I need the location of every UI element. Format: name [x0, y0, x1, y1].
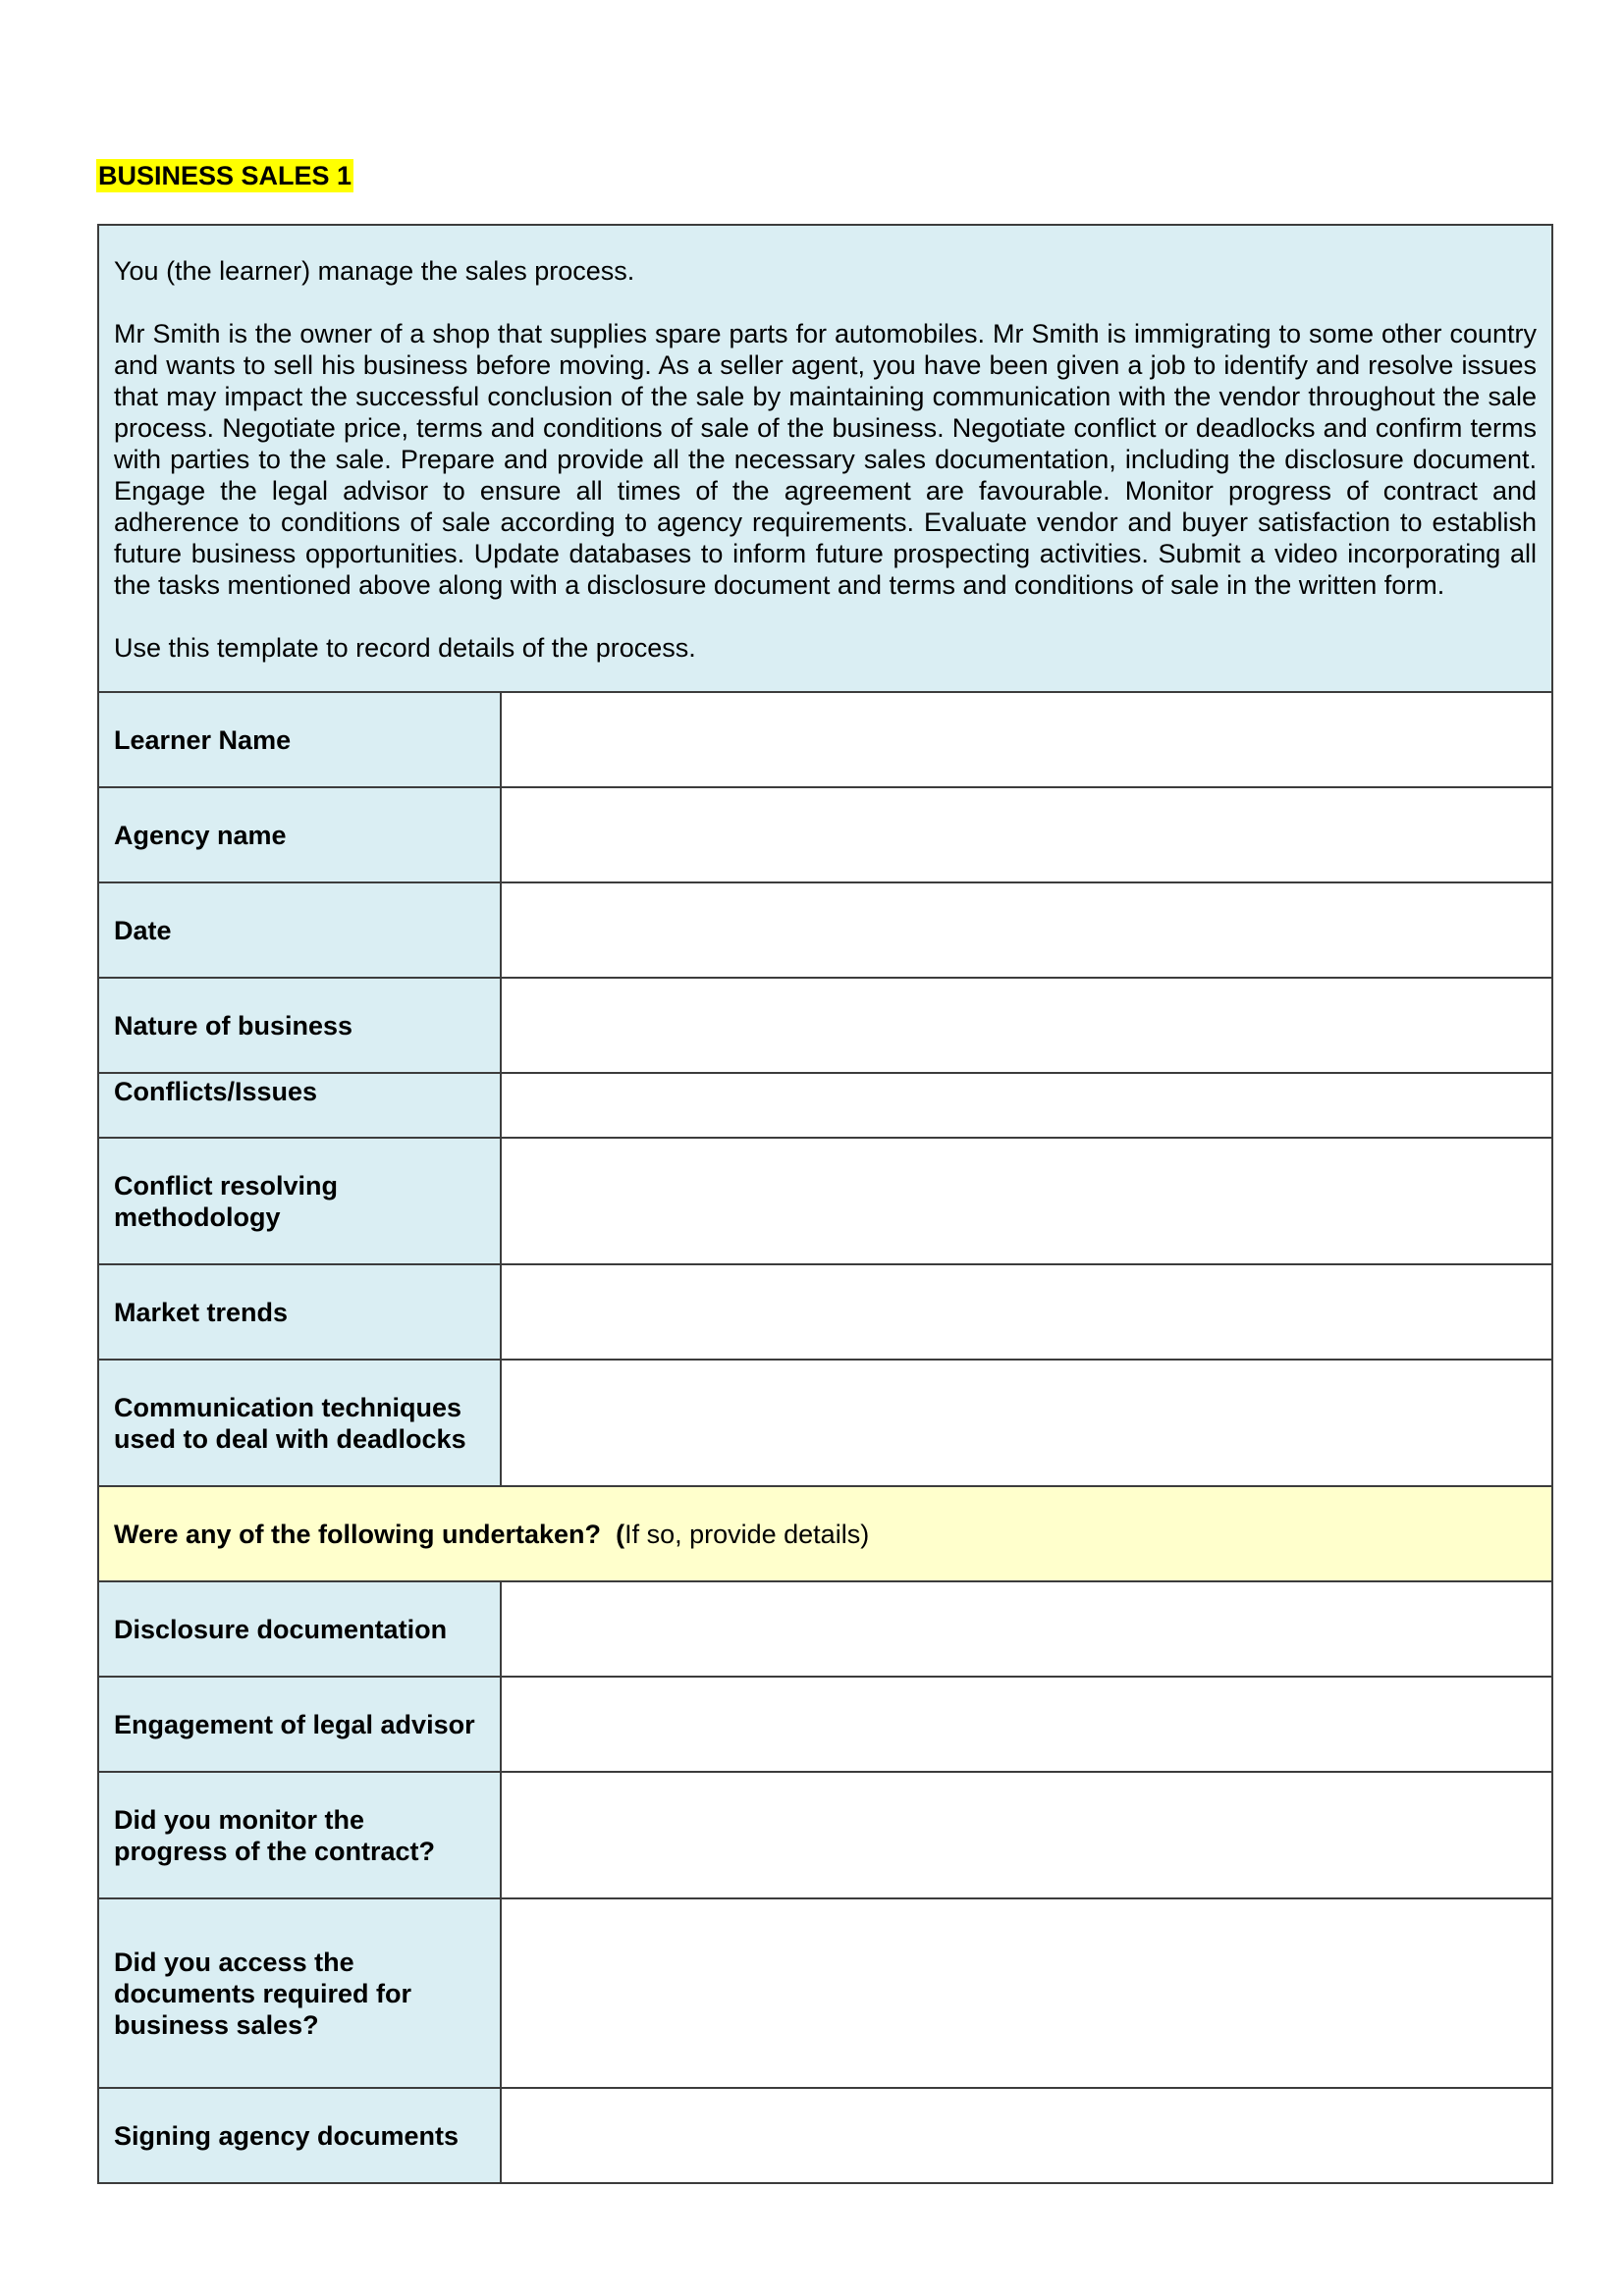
undertaken-row-monitor-contract	[98, 1772, 1552, 1898]
page-title: BUSINESS SALES 1	[98, 161, 352, 190]
undertaken-row-legal-advisor	[98, 1677, 1552, 1772]
undertaken-banner	[98, 1486, 1552, 1581]
intro-instruction: Use this template to record details of the process.	[114, 633, 696, 663]
field-input-conflicts-issues[interactable]	[501, 1073, 1552, 1138]
undertaken-input-access-documents[interactable]	[501, 1898, 1552, 2088]
field-row-conflicts-issues	[98, 1073, 1552, 1138]
field-input-date[interactable]	[501, 882, 1552, 978]
undertaken-input-monitor-contract[interactable]	[501, 1772, 1552, 1898]
field-input-communication-techniques[interactable]	[501, 1360, 1552, 1486]
undertaken-row-disclosure	[98, 1581, 1552, 1677]
undertaken-label-signing-agency-documents: Signing agency documents	[98, 2088, 501, 2183]
field-input-agency-name[interactable]	[501, 787, 1552, 882]
field-row-learner-name	[98, 692, 1552, 787]
undertaken-input-signing-agency-documents[interactable]	[501, 2088, 1552, 2183]
undertaken-row-signing-agency-documents	[98, 2088, 1552, 2183]
undertaken-label-legal-advisor: Engagement of legal advisor	[98, 1677, 501, 1772]
field-label-conflicts-issues: Conflicts/Issues	[98, 1073, 501, 1138]
undertaken-label-access-documents: Did you access the documents required for business sales?	[98, 1898, 501, 2088]
banner-instruction: If so, provide details)	[624, 1519, 870, 1549]
field-label-agency-name: Agency name	[98, 787, 501, 882]
undertaken-banner-row	[98, 1486, 1552, 1581]
undertaken-row-access-documents	[98, 1898, 1552, 2088]
field-label-learner-name: Learner Name	[98, 692, 501, 787]
field-row-conflict-resolving-methodology	[98, 1138, 1552, 1264]
business-sales-form	[97, 224, 1553, 2184]
field-row-agency-name	[98, 787, 1552, 882]
field-input-nature-of-business[interactable]	[501, 978, 1552, 1073]
field-input-learner-name[interactable]	[501, 692, 1552, 787]
undertaken-input-legal-advisor[interactable]	[501, 1677, 1552, 1772]
undertaken-input-disclosure[interactable]	[501, 1581, 1552, 1677]
intro-row	[98, 225, 1552, 692]
field-input-market-trends[interactable]	[501, 1264, 1552, 1360]
field-row-date	[98, 882, 1552, 978]
intro-line-1: You (the learner) manage the sales process.	[114, 256, 635, 286]
field-input-conflict-resolving-methodology[interactable]	[501, 1138, 1552, 1264]
field-label-nature-of-business: Nature of business	[98, 978, 501, 1073]
undertaken-label-disclosure: Disclosure documentation	[98, 1581, 501, 1677]
intro-cell	[98, 225, 1552, 692]
undertaken-label-monitor-contract: Did you monitor the progress of the contract?	[98, 1772, 501, 1898]
field-row-communication-techniques	[98, 1360, 1552, 1486]
field-label-conflict-resolving-methodology: Conflict resolving methodology	[98, 1138, 501, 1264]
intro-scenario: Mr Smith is the owner of a shop that supplies spare parts for automobiles. Mr Smith is immigrating to some other country and wants to sell his business before moving. As a seller agent, you have been given a job to identify and resolve issues that may impact the successful conclusion of the sale by maintaining communication with the vendor throughout the sale process. Negotiate price, terms and conditions of sale of the business. Negotiate conflict or deadlocks and confirm terms with parties to the sale. Prepare and provide all the necessary sales documentation, including the disclosure document. Engage the legal advisor to ensure all times of the agreement are favourable. Monitor progress of contract and adherence to conditions of sale according to agency requirements. Evaluate vendor and buyer satisfaction to establish future business opportunities. Update databases to inform future prospecting activities. Submit a video incorporating all the tasks mentioned above along with a disclosure document and terms and conditions of sale in the written form.	[114, 319, 1538, 600]
banner-question: Were any of the following undertaken?	[114, 1519, 602, 1549]
field-row-nature-of-business	[98, 978, 1552, 1073]
field-label-market-trends: Market trends	[98, 1264, 501, 1360]
banner-open-paren: (	[616, 1519, 625, 1549]
field-label-date: Date	[98, 882, 501, 978]
field-row-market-trends	[98, 1264, 1552, 1360]
field-label-communication-techniques: Communication techniques used to deal with deadlocks	[98, 1360, 501, 1486]
